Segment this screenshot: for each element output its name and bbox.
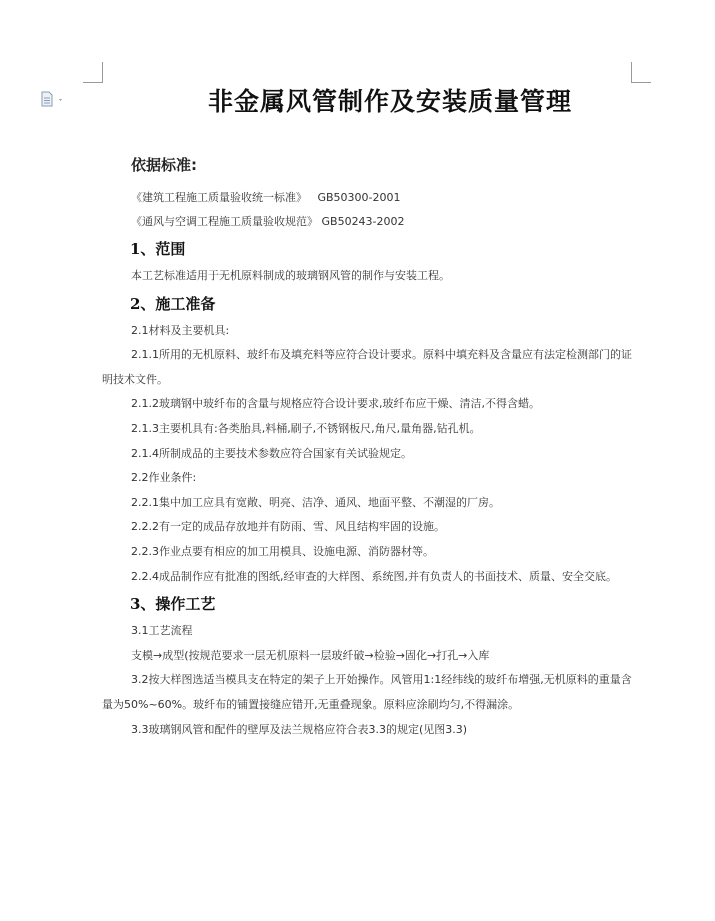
crop-mark-top-left [83, 62, 103, 83]
document-body [102, 152, 632, 742]
paragraph: 2.1.2玻璃钢中玻纤布的含量与规格应符合设计要求,玻纤布应干燥、清洁,不得含蜡。 [131, 397, 540, 411]
paragraph: 2.1材料及主要机具: [131, 323, 230, 337]
section-heading: 1、范围 [130, 240, 186, 258]
paragraph: 3.3玻璃钢风管和配件的壁厚及法兰规格应符合表3.3的规定(见图3.3) [131, 722, 468, 736]
paragraph: 3.1工艺流程 [131, 624, 193, 638]
paragraph: 2.2.3作业点要有相应的加工用模具、设施电源、消防器材等。 [131, 544, 434, 558]
standard-line: 《通风与空调工程施工质量验收规范》 GB50243-2002 [131, 215, 405, 228]
paragraph: 2.2作业条件: [131, 471, 197, 485]
basis-heading: 依据标准: [131, 156, 197, 174]
section-heading: 2、施工准备 [130, 294, 216, 313]
section-heading: 3、操作工艺 [130, 595, 216, 614]
crop-mark-top-right [631, 62, 651, 83]
paragraph: 2.2.4成品制作应有批准的图纸,经审查的大样图、系统图,并有负责人的书面技术、质量、安全交底。 [131, 569, 617, 583]
paragraph: 2.2.1集中加工应具有宽敞、明亮、洁净、通风、地面平整、不潮湿的厂房。 [131, 495, 500, 509]
paragraph: 2.1.1所用的无机原料、玻纤布及填充料等应符合设计要求。原料中填充料及含量应有法定检测部门的证明技术文件。 [102, 348, 632, 386]
paragraph: 本工艺标准适用于无机原料制成的玻璃钢风管的制作与安装工程。 [131, 269, 450, 282]
paragraph: 3.2按大样图选适当模具支在特定的架子上开始操作。风管用1:1经纬线的玻纤布增强,无机原料的重量含量为50%~60%。玻纤布的铺置接缝应错开,无重叠现象。原料应涂刷均匀,不得漏涂。 [102, 673, 632, 711]
document-title: 非金属风管制作及安装质量管理 [207, 87, 572, 116]
document-icon[interactable] [40, 91, 66, 107]
paragraph: 2.1.3主要机具有:各类胎具,料桶,刷子,不锈钢板尺,角尺,量角器,钻孔机。 [131, 421, 481, 435]
paragraph: 2.1.4所制成品的主要技术参数应符合国家有关试验规定。 [131, 446, 412, 460]
standard-line: 《建筑工程施工质量验收统一标准》 GB50300-2001 [131, 191, 401, 204]
paragraph: 支模→成型(按规范要求一层无机原料一层玻纤破→检验→固化→打孔→入库 [131, 648, 490, 662]
paragraph: 2.2.2有一定的成品存放地并有防雨、雪、风且结构牢固的设施。 [131, 520, 445, 534]
